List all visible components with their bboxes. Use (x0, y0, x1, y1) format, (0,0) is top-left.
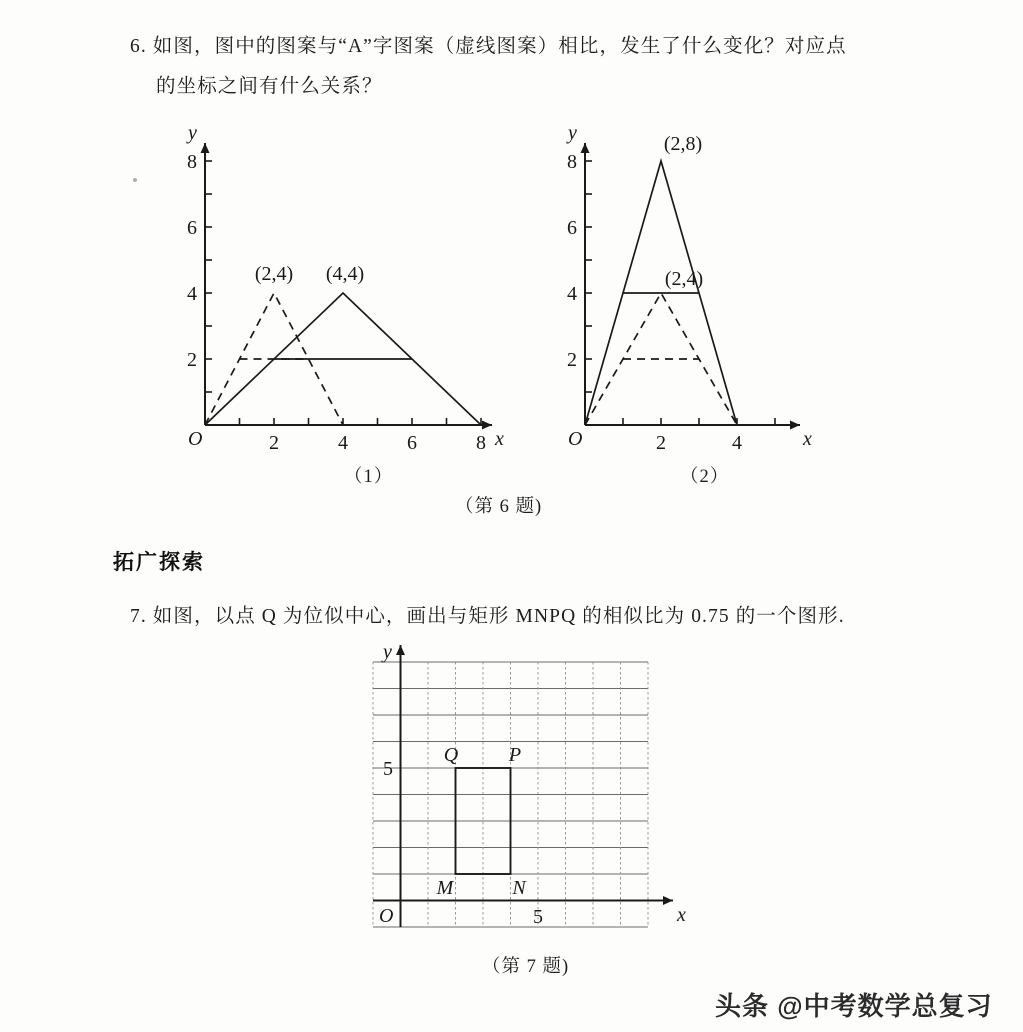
svg-text:8: 8 (476, 432, 486, 454)
figure-3-x-tick-label-5: 5 (533, 906, 543, 928)
figure-2-y-ticks (585, 161, 592, 392)
svg-text:2: 2 (187, 349, 197, 371)
svg-text:4: 4 (187, 283, 197, 305)
svg-text:4: 4 (338, 432, 348, 454)
figure-2-origin-label: O (568, 428, 583, 450)
figure-1-yaxis-label: y (188, 122, 197, 144)
question-6-caption: （第 6 题) (455, 497, 543, 517)
figure-1-x-ticks (240, 418, 482, 425)
figure-3-y-tick-label-5: 5 (383, 758, 393, 780)
figure-3-vertex-label-p: P (508, 744, 522, 766)
figure-2-xaxis-label: x (803, 428, 812, 450)
figure-1-origin-label: O (188, 428, 203, 450)
figure-2-x-tick-labels (656, 432, 742, 454)
question-6-line-1: 6. 如图，图中的图案与“A”字图案（虚线图案）相比，发生了什么变化？对应点 (130, 36, 847, 57)
figure-1-solid-vertex-label: (4,4) (325, 263, 365, 285)
figure-1 (180, 115, 520, 460)
scan-speck (133, 178, 137, 182)
figure-1-xaxis-label: x (495, 428, 504, 450)
svg-text:4: 4 (567, 283, 577, 305)
figure-2-y-tick-labels (567, 151, 577, 371)
figure-2-dashed-triangle (585, 293, 737, 425)
figure-3-vertex-label-m: M (436, 877, 454, 899)
svg-text:6: 6 (407, 432, 417, 454)
svg-text:2: 2 (567, 349, 577, 371)
watermark: 头条 @中考数学总复习 (715, 991, 993, 1021)
figure-3-xaxis-label: x (677, 904, 686, 926)
figure-1-y-tick-labels (187, 151, 197, 371)
svg-text:8: 8 (567, 151, 577, 173)
section-heading: 拓广探索 (113, 551, 205, 574)
figure-1-dashed-vertex-label: (2,4) (254, 263, 294, 285)
figure-3-yaxis-label: y (383, 641, 392, 663)
question-6-line-2: 的坐标之间有什么关系？ (156, 76, 383, 97)
svg-text:6: 6 (187, 217, 197, 239)
figure-2 (560, 115, 825, 460)
svg-text:2: 2 (656, 432, 666, 454)
svg-text:8: 8 (187, 151, 197, 173)
figure-3-origin-label: O (379, 905, 394, 927)
figure-1-y-ticks (205, 161, 212, 392)
figure-3 (355, 640, 695, 950)
figure-2-solid-vertex-label: (2,8) (663, 133, 703, 155)
figure-2-yaxis-label: y (568, 122, 577, 144)
figure-2-x-ticks (623, 418, 775, 425)
svg-text:4: 4 (732, 432, 742, 454)
figure-2-caption: （2） (680, 467, 730, 487)
figure-3-vertex-label-n: N (512, 877, 526, 899)
figure-1-x-tick-labels (269, 432, 486, 454)
question-7-line-1: 7. 如图，以点 Q 为位似中心，画出与矩形 MNPQ 的相似比为 0.75 的一个图形. (130, 606, 845, 627)
figure-1-caption: （1） (344, 467, 394, 487)
question-7-caption: （第 7 题) (482, 957, 570, 977)
svg-text:6: 6 (567, 217, 577, 239)
figure-3-vertex-label-q: Q (443, 744, 459, 766)
svg-text:2: 2 (269, 432, 279, 454)
figure-2-dashed-vertex-label: (2,4) (664, 268, 704, 290)
